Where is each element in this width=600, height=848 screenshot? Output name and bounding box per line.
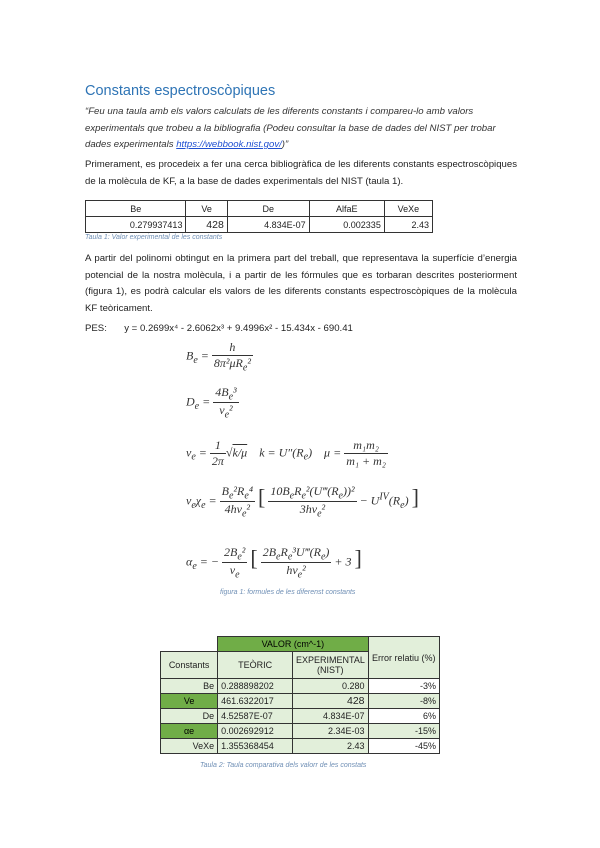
valor-header: VALOR (cm^-1) bbox=[218, 637, 368, 652]
teoric-header: TEÒRIC bbox=[218, 652, 293, 679]
table-header: Be bbox=[86, 201, 186, 217]
pes-label: PES: bbox=[85, 323, 107, 334]
exp-value: 428 bbox=[293, 694, 369, 709]
intro-paragraph: Primerament, es procedeix a fer una cerca bibliogràfica de les diferents constants espectroscòpiques de la molècula de KF, a la base de dades experimentals del NIST (taula 1). bbox=[85, 159, 517, 187]
exp-value: 2.34E-03 bbox=[293, 724, 369, 739]
teoric-value: 0.002692912 bbox=[218, 724, 293, 739]
table-row bbox=[161, 694, 440, 709]
teoric-value: 1.355368454 bbox=[218, 739, 293, 754]
figure1-caption: figura 1: formules de les diferenst constants bbox=[220, 589, 356, 596]
exp-value: 4.834E-07 bbox=[293, 709, 369, 724]
table-cell: 0.279937413 bbox=[86, 217, 186, 233]
formula-ve: $\nu_e$ = $\frac{1}{2\pi}$ √k/μ $k = U''(R_e)$ μ = $\frac{\text{m₁m₂}}{\text{m₁ + m₂}}$ bbox=[186, 438, 386, 468]
table-row bbox=[161, 724, 440, 739]
table-row bbox=[161, 679, 440, 694]
table-cell: 4.834E-07 bbox=[227, 217, 309, 233]
teoric-value: 4.52587E-07 bbox=[218, 709, 293, 724]
table-cell: 0.002335 bbox=[309, 217, 384, 233]
table-row bbox=[161, 739, 440, 754]
assignment-quote bbox=[85, 104, 517, 154]
error-value: 6% bbox=[368, 709, 439, 724]
table-cell: 428 bbox=[186, 217, 227, 233]
teoric-value: 461.6322017 bbox=[218, 694, 293, 709]
table-header: AlfaE bbox=[309, 201, 384, 217]
formula-alfae: $\alpha_e$ = − $\frac{2B_e^2}{\nu_e}$ [ $\frac{2B_eR_e^3U‴(R_e)}{h\nu_e^2}$ + 3 ] bbox=[186, 545, 362, 581]
comparison-table bbox=[160, 636, 440, 754]
table-cell: 2.43 bbox=[384, 217, 432, 233]
constant-name: De bbox=[161, 709, 218, 724]
error-header: Error relatiu (%) bbox=[368, 637, 439, 679]
error-value: -3% bbox=[368, 679, 439, 694]
experimental-header: EXPERIMENTAL (NIST) bbox=[293, 652, 369, 679]
constant-name: Ve bbox=[161, 694, 218, 709]
pes-line bbox=[85, 323, 353, 334]
page-title: Constants espectroscòpiques bbox=[85, 83, 276, 99]
pes-equation: y = 0.2699x⁴ - 2.6062x³ + 9.4996x² - 15.434x - 690.41 bbox=[124, 323, 353, 334]
constants-header: Constants bbox=[161, 652, 218, 679]
constant-name: Be bbox=[161, 679, 218, 694]
table1-caption: Taula 1: Valor experimental de les constants bbox=[85, 234, 223, 241]
quote-end: )” bbox=[281, 139, 289, 150]
teoric-value: 0.288898202 bbox=[218, 679, 293, 694]
error-value: -8% bbox=[368, 694, 439, 709]
constant-name: αe bbox=[161, 724, 218, 739]
nist-link[interactable]: https://webbook.nist.gov/ bbox=[176, 139, 282, 150]
table-header: VeXe bbox=[384, 201, 432, 217]
error-value: -45% bbox=[368, 739, 439, 754]
table-row bbox=[161, 709, 440, 724]
quote-text: “Feu una taula amb els valors calculats de les diferents constants i compareu-lo amb valors experimentals que trobeu a la bibliografia (Podeu consultar la base de dades del NIST per trobar dades experimentals bbox=[85, 106, 496, 150]
formula-vexe: $\nu_e\chi_e$ = $\frac{B_e^2R_e^4}{4h\nu_e^2}$ [ $\frac{10B_eR_e^2(U‴(R_e))^2}{3h\nu_e^2}$ − $U^{IV}(R_e)$ ] bbox=[186, 484, 419, 520]
table-header: Ve bbox=[186, 201, 227, 217]
exp-value: 0.280 bbox=[293, 679, 369, 694]
formula-be: $B_e$ = $\frac{h}{8\pi^2\mu R_e^2}$ bbox=[186, 340, 251, 374]
error-value: -15% bbox=[368, 724, 439, 739]
table-header: De bbox=[227, 201, 309, 217]
constant-name: VeXe bbox=[161, 739, 218, 754]
table2-caption: Taula 2: Taula comparativa dels valorr de les constats bbox=[200, 762, 367, 769]
formula-de: $D_e$ = $\frac{4B_e^3}{\nu_e^2}$ bbox=[186, 385, 237, 421]
exp-value: 2.43 bbox=[293, 739, 369, 754]
method-paragraph: A partir del polinomi obtingut en la primera part del treball, que representava la superfície d’energia potencial de la nostra molècula, i a partir de les fórmules que es torbaran descrites posteriorment (figura 1), es podrà calcular els valors de les diferents constants espectroscòpiques de la molècula KF teòricament. bbox=[85, 253, 517, 314]
experimental-table bbox=[85, 200, 433, 233]
